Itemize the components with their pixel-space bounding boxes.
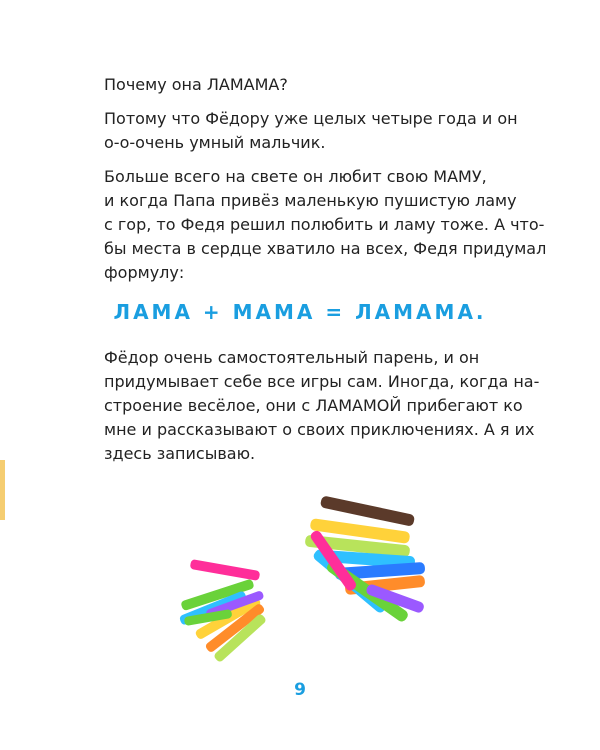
- main-text: [104, 73, 547, 295]
- text-line: Потому что Фёдору уже целых четыре года и он: [104, 109, 518, 128]
- paragraph-3: [104, 165, 547, 285]
- text-line: формулу:: [104, 263, 185, 282]
- text-line: о-о-очень умный мальчик.: [104, 133, 326, 152]
- text-line: Больше всего на свете он любит свою МАМУ,: [104, 167, 487, 186]
- paragraph-4: [104, 346, 540, 466]
- chalk-pile-right: [305, 495, 426, 623]
- chalk-sticks-illustration: [170, 495, 440, 675]
- page-number: 9: [294, 680, 306, 700]
- page-edge-decoration: [0, 460, 5, 520]
- text-line: здесь записываю.: [104, 444, 256, 463]
- text-line: мне и рассказывают о своих приключениях. А я их: [104, 420, 535, 439]
- chalk-stick: [190, 559, 261, 581]
- paragraph-2: [104, 107, 524, 155]
- chalk-pile-left: [179, 559, 267, 663]
- text-line: Почему она ЛАМАМА?: [104, 75, 288, 94]
- text-line: строение весёлое, они с ЛАМАМОЙ прибегают ко: [104, 396, 523, 415]
- paragraph-1: [104, 73, 524, 97]
- text-line: Фёдор очень самостоятельный парень, и он: [104, 348, 480, 367]
- text-line: и когда Папа привёз маленькую пушистую ламу: [104, 191, 517, 210]
- formula-heading: ЛАМА + МАМА = ЛАМАМА.: [113, 300, 487, 324]
- text-line: бы места в сердце хватило на всех, Федя придумал: [104, 239, 547, 258]
- text-line: придумывает себе все игры сам. Иногда, когда на-: [104, 372, 540, 391]
- text-line: с гор, то Федя решил полюбить и ламу тоже. А что-: [104, 215, 545, 234]
